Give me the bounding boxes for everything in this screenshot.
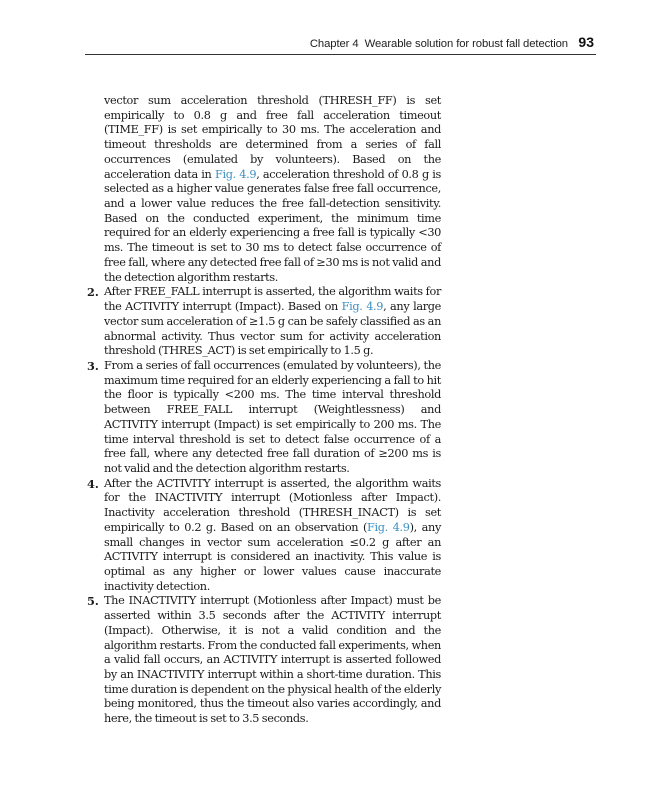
header-rule xyxy=(85,54,596,55)
list-item-5 xyxy=(80,594,441,726)
list-item-2 xyxy=(80,285,441,359)
list-item-text-1: The INACTIVITY interrupt (Motionless after Impact) must be asserted within 3.5 seconds after the ACTIVITY interrupt (Impact). Otherwise, it is not a valid condition and the algorithm restarts. From the conducted fall experiments, when a valid fall occurs, an ACTIVITY interrupt is asserted followed by an INACTIVITY interrupt within a short-time duration. This time duration is dependent on the physical health of the elderly being monitored, thus the timeout also varies accordingly, and here, the timeout is set to 3.5 seconds. xyxy=(104,594,441,726)
chapter-label: Chapter 4 xyxy=(309,38,359,50)
list-item-text-1: From a series of fall occurrences (emulated by volunteers), the maximum time required for an elderly experiencing a fall to hit the floor is typically <200 ms. The time interval threshold between FREE_FALL interrupt (Weightlessness) and ACTIVITY interrupt (Impact) is set empirically to 200 ms. The time interval threshold is set to detect false occurrence of a free fall, where any detected free fall duration of ≥200 ms is not valid and the detection algorithm restarts. xyxy=(104,358,441,475)
list-item-text-2: , any large vector sum acceleration of ≥1.5 g can be safely classified as an abnormal activity. Thus vector sum for activity acceleration threshold (THRES_ACT) is set empirically to 1.5 g. xyxy=(104,300,441,358)
list-number: 2. xyxy=(87,285,99,300)
running-header xyxy=(0,34,648,54)
body-text xyxy=(80,94,441,727)
chapter-title: Wearable solution for robust fall detection xyxy=(364,38,568,50)
continuation-text-1: vector sum acceleration threshold (THRESH_FF) is set empirically to 0.8 g and free fall acceleration timeout (TIME_FF) is set empirically to 30 ms. The acceleration and timeout thresholds are determined from a series of fall occurrences (emulated by volunteers). Based on the acceleration data in xyxy=(104,94,441,181)
figure-link[interactable]: Fig. 4.9 xyxy=(341,300,384,314)
list-number: 4. xyxy=(87,476,99,491)
list-number: 3. xyxy=(87,358,99,373)
figure-link[interactable]: Fig. 4.9 xyxy=(367,520,410,534)
list-item-text-1: After FREE_FALL interrupt is asserted, the algorithm waits for the ACTIVITY interrupt (Impact). Based on xyxy=(104,285,441,314)
list-item-4 xyxy=(80,477,441,595)
list-item-text-2: ), any small changes in vector sum acceleration ≤0.2 g after an ACTIVITY interrupt is considered an inactivity. This value is optimal as any higher or lower values cause inaccurate inactivity detection. xyxy=(104,520,441,593)
list-item-3 xyxy=(80,359,441,477)
continuation-paragraph xyxy=(80,94,441,285)
list-item-text-1: After the ACTIVITY interrupt is asserted, the algorithm waits for the INACTIVITY interrupt (Motionless after Impact). Inactivity acceleration threshold (THRESH_INACT) is set empirically to 0.2 g. Based on an observation ( xyxy=(104,476,441,534)
running-header-text xyxy=(310,38,568,50)
page-number: 93 xyxy=(578,34,594,50)
list-number: 5. xyxy=(87,594,99,609)
figure-link[interactable]: Fig. 4.9 xyxy=(214,167,257,181)
continuation-text-2: , acceleration threshold of 0.8 g is selected as a higher value generates false free fall occurrence, and a lower value reduces the free fall-detection sensitivity. Based on the conducted experiment, the minimum time required for an elderly experiencing a free fall is typically <30 ms. The timeout is set to 30 ms to detect false occurrence of free fall, where any detected free fall of ≥30 ms is not valid and the detection algorithm restarts. xyxy=(104,167,441,284)
